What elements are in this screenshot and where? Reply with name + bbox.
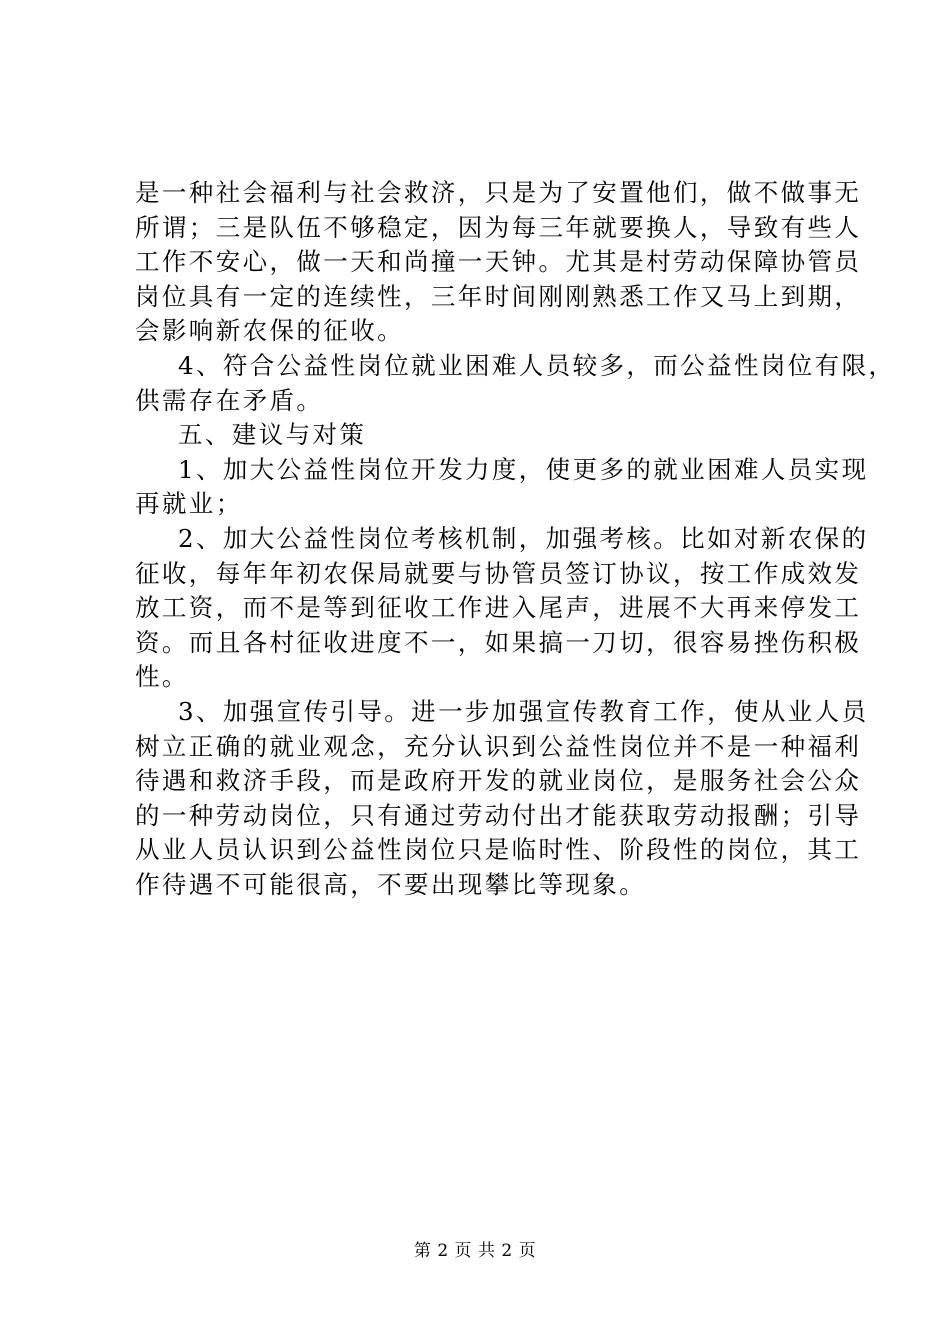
text-line: 所谓；三是队伍不够稳定，因为每三年就要换人，导致有些人 — [135, 212, 862, 242]
text-line: 岗位具有一定的连续性，三年时间刚刚熟悉工作又马上到期， — [135, 281, 862, 311]
text-line: 再就业； — [135, 489, 243, 519]
text-line: 征收，每年年初农保局就要与协管员签订协议，按工作成效发 — [135, 558, 862, 588]
page-number: 第 2 页 共 2 页 — [413, 1241, 537, 1261]
text-line: 从业人员认识到公益性岗位只是临时性、阶段性的岗位，其工 — [135, 835, 862, 865]
paragraph-start-line: 3、加强宣传引导。进一步加强宣传教育工作，使从业人员 — [178, 696, 869, 726]
text-line: 的一种劳动岗位，只有通过劳动付出才能获取劳动报酬；引导 — [135, 800, 862, 830]
paragraph-start-line: 2、加大公益性岗位考核机制，加强考核。比如对新农保的 — [178, 523, 869, 553]
page-footer — [0, 1240, 950, 1262]
paragraph-start-line: 4、符合公益性岗位就业困难人员较多，而公益性岗位有限， — [178, 350, 896, 380]
text-line: 待遇和救济手段，而是政府开发的就业岗位，是服务社会公众 — [135, 766, 862, 796]
text-line: 性。 — [135, 662, 189, 692]
text-line: 放工资，而不是等到征收工作进入尾声，进展不大再来停发工 — [135, 593, 862, 623]
text-line: 资。而且各村征收进度不一，如果搞一刀切，很容易挫伤积极 — [135, 627, 862, 657]
paragraph-start-line: 1、加大公益性岗位开发力度，使更多的就业困难人员实现 — [178, 454, 869, 484]
body-text — [135, 176, 896, 902]
text-line: 作待遇不可能很高，不要出现攀比等现象。 — [135, 869, 647, 899]
text-line: 供需存在矛盾。 — [135, 385, 324, 415]
text-line: 工作不安心，做一天和尚撞一天钟。尤其是村劳动保障协管员 — [135, 247, 862, 277]
text-line: 会影响新农保的征收。 — [135, 316, 404, 346]
text-line: 是一种社会福利与社会救济，只是为了安置他们，做不做事无 — [135, 178, 862, 207]
text-line: 树立正确的就业观念，充分认识到公益性岗位并不是一种福利 — [135, 731, 862, 761]
section-heading: 五、建议与对策 — [178, 420, 367, 450]
